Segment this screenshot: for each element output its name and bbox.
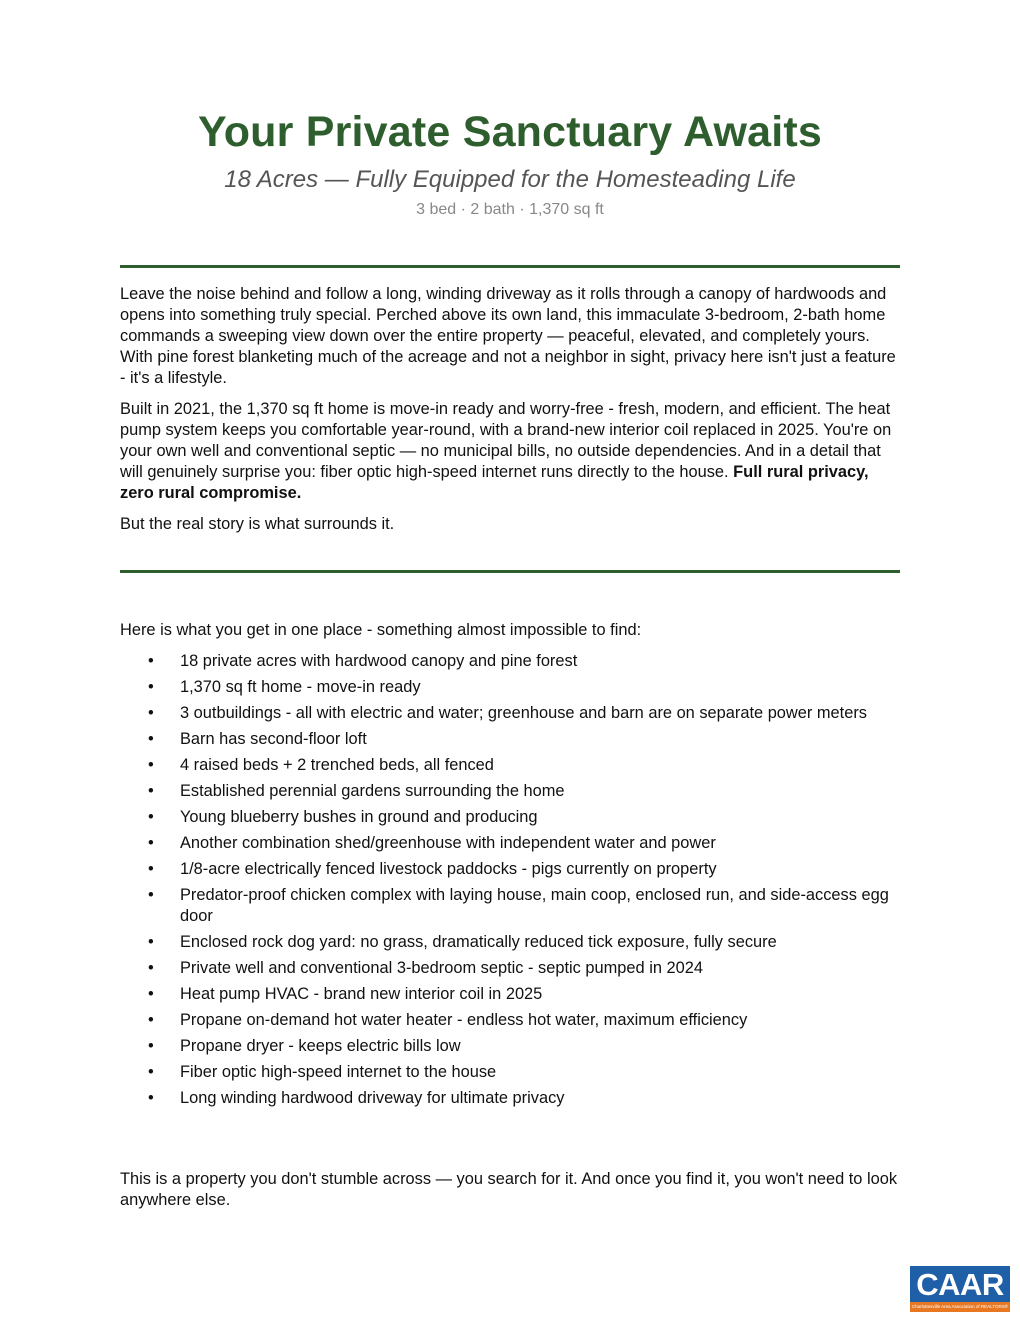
feature-list-item [120, 651, 900, 672]
feature-list-item [120, 885, 900, 927]
feature-list-item [120, 859, 900, 880]
feature-text: Another combination shed/greenhouse with independent water and power [180, 834, 716, 852]
feature-list-item [120, 984, 900, 1005]
closing-paragraph: This is a property you don't stumble across — you search for it. And once you find it, you won't need to look anywhere else. [120, 1170, 898, 1209]
intro-paragraph-2-text: Built in 2021, the 1,370 sq ft home is move-in ready and worry-free - fresh, modern, and efficient. The heat pump system keeps you comfortable year-round, with a brand-new interior coil replaced in 2025. You're on your own well and conventional septic — no municipal bills, no outside dependencies. And in a detail that will genuinely surprise you: fiber optic high-speed internet runs directly to the house. [120, 400, 892, 481]
page-subtitle: 18 Acres — Fully Equipped for the Homesteading Life [224, 166, 796, 193]
feature-text: 3 outbuildings - all with electric and water; greenhouse and barn are on separate power meters [180, 704, 867, 722]
bullet-icon: • [148, 1011, 154, 1029]
divider-middle [120, 570, 900, 573]
bullet-icon: • [148, 933, 154, 951]
feature-text: 1,370 sq ft home - move-in ready [180, 678, 421, 696]
feature-text: 4 raised beds + 2 trenched beds, all fenced [180, 756, 494, 774]
divider-top [120, 265, 900, 268]
caar-logo-tagline: Charlottesville Area Association of REALTORS® [911, 1304, 1009, 1309]
caar-logo [910, 1266, 1010, 1312]
bullet-icon: • [148, 834, 154, 852]
feature-list-item [120, 932, 900, 953]
bullet-icon: • [148, 1037, 154, 1055]
feature-list-item [120, 677, 900, 698]
feature-text: 1/8-acre electrically fenced livestock paddocks - pigs currently on property [180, 860, 717, 878]
feature-list-item [120, 703, 900, 724]
bullet-icon: • [148, 860, 154, 878]
feature-list-item [120, 781, 900, 802]
bullet-icon: • [148, 756, 154, 774]
bullet-icon: • [148, 678, 154, 696]
bullet-icon: • [148, 985, 154, 1003]
feature-text: Fiber optic high-speed internet to the house [180, 1063, 497, 1081]
bullet-icon: • [148, 808, 154, 826]
property-specs: 3 bed · 2 bath · 1,370 sq ft [416, 201, 604, 218]
bullet-icon: • [148, 704, 154, 722]
feature-list [120, 651, 900, 1114]
feature-list-item [120, 1062, 900, 1083]
features-lead: Here is what you get in one place - something almost impossible to find: [120, 621, 642, 639]
feature-list-item [120, 1088, 900, 1109]
intro-paragraph-3: But the real story is what surrounds it. [120, 515, 395, 533]
feature-text: Established perennial gardens surrounding the home [180, 782, 565, 800]
bullet-icon: • [148, 730, 154, 748]
feature-list-item [120, 729, 900, 750]
feature-text: Enclosed rock dog yard: no grass, dramatically reduced tick exposure, fully secure [180, 933, 777, 951]
intro-section [120, 284, 902, 545]
feature-list-item [120, 958, 900, 979]
feature-text: Young blueberry bushes in ground and producing [180, 808, 538, 826]
intro-paragraph-2 [120, 399, 902, 504]
bullet-icon: • [148, 886, 154, 904]
feature-text: Propane on-demand hot water heater - endless hot water, maximum efficiency [180, 1011, 748, 1029]
feature-list-item [120, 755, 900, 776]
caar-logo-text: CAAR [916, 1267, 1004, 1302]
feature-list-item [120, 833, 900, 854]
feature-text: Long winding hardwood driveway for ultimate privacy [180, 1089, 565, 1107]
feature-text: Barn has second-floor loft [180, 730, 367, 748]
bullet-icon: • [148, 652, 154, 670]
intro-paragraph-1: Leave the noise behind and follow a long, winding driveway as it rolls through a canopy of hardwoods and opens into something truly special. Perched above its own land, this immaculate 3-bedroom, 2-bath home commands a sweeping view down over the entire property — peaceful, elevated, and completely yours. With pine forest blanketing much of the acreage and not a neighbor in sight, privacy here isn't just a feature - it's a lifestyle. [120, 285, 896, 387]
feature-list-item [120, 807, 900, 828]
feature-text: Propane dryer - keeps electric bills low [180, 1037, 461, 1055]
feature-text: 18 private acres with hardwood canopy and pine forest [180, 652, 578, 670]
bullet-icon: • [148, 782, 154, 800]
feature-text: Predator-proof chicken complex with laying house, main coop, enclosed run, and side-access egg door [180, 886, 889, 925]
intro-paragraph-2-emphasis: Full rural privacy, zero rural compromise. [120, 463, 869, 502]
feature-list-item [120, 1010, 900, 1031]
page-title: Your Private Sanctuary Awaits [198, 108, 822, 156]
bullet-icon: • [148, 959, 154, 977]
bullet-icon: • [148, 1063, 154, 1081]
bullet-icon: • [148, 1089, 154, 1107]
feature-list-item [120, 1036, 900, 1057]
feature-text: Heat pump HVAC - brand new interior coil in 2025 [180, 985, 543, 1003]
feature-text: Private well and conventional 3-bedroom septic - septic pumped in 2024 [180, 959, 703, 977]
